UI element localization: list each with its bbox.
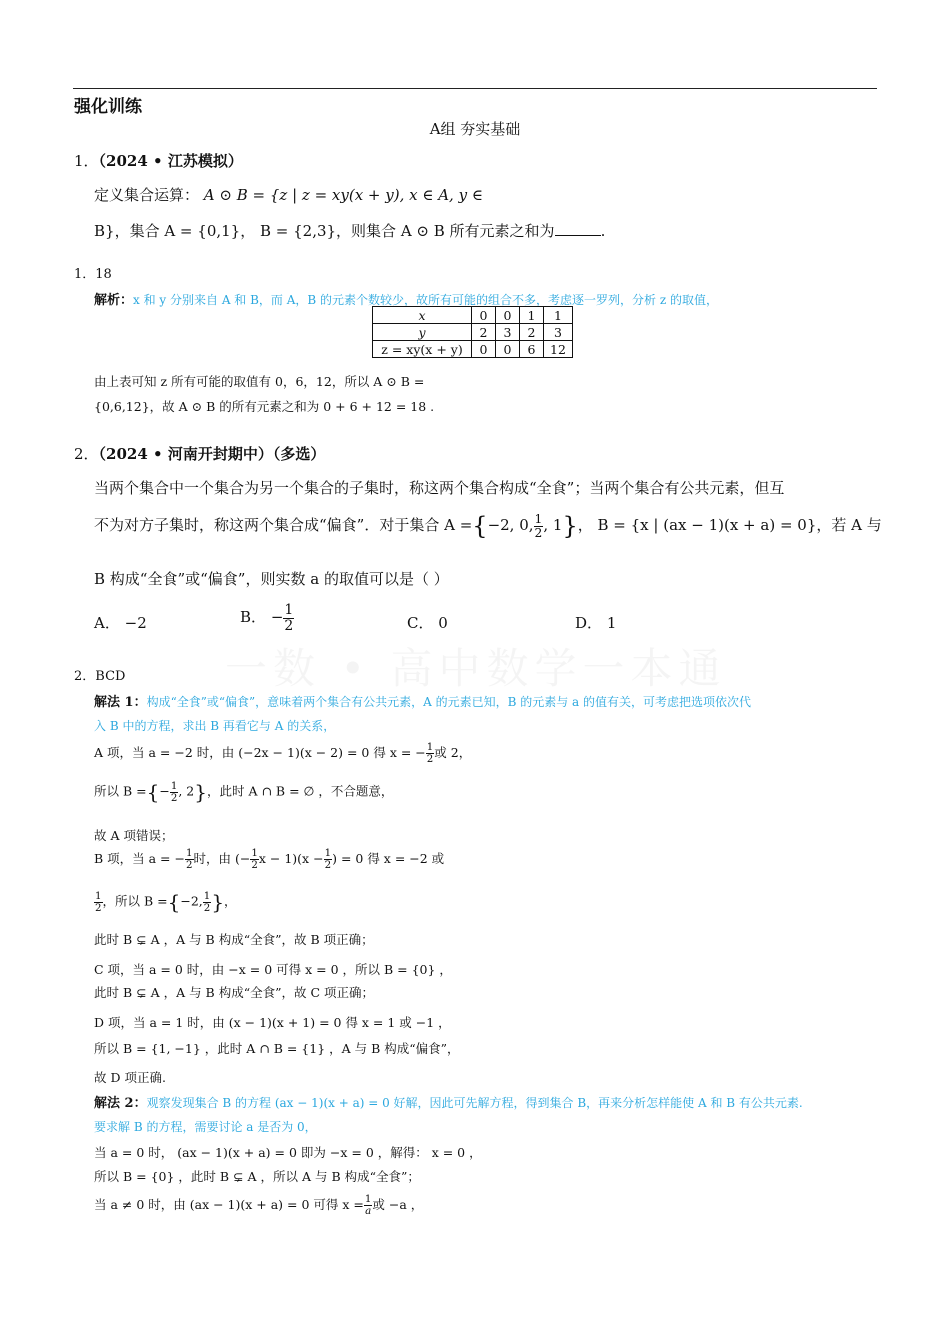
table-cell: 0 (496, 307, 520, 324)
table-cell: 1 (544, 307, 573, 324)
numerator: 1 (324, 847, 332, 859)
option-c-label: C． (407, 614, 434, 632)
a1-number: 1．18 (74, 267, 112, 282)
method1-hint-2: 入 B 中的方程，求出 B 再看它与 A 的关系， (94, 719, 336, 733)
numerator: 1 (203, 889, 211, 902)
option-b-label: B． (240, 608, 267, 627)
option-d (575, 612, 616, 633)
a2-case-e1: 当 a = 0 时， (ax − 1)(x + a) = 0 即为 −x = 0 ，解得： x = 0 ， (94, 1145, 482, 1160)
a2-case-b1 (94, 848, 444, 871)
a2-method2 (94, 1092, 803, 1111)
numerator: 1 (185, 847, 193, 859)
a1-line1: 由上表可知 z 所有可能的取值有 0，6，12，所以 A ⊙ B = (94, 374, 425, 389)
q2-header (74, 443, 325, 464)
left-brace: { (472, 512, 488, 540)
case-a-text: A 项，当 a = −2 时，由 (−2x − 1)(x − 2) = 0 得 x = − (94, 744, 426, 760)
q1-line2-end: . (600, 222, 606, 240)
a2-case-b3: 此时 B ⊊ A ，A 与 B 构成“全食”，故 B 项正确； (94, 932, 374, 947)
case-e-text-end: 或 −a ， (372, 1196, 424, 1212)
q2-number: 2． (74, 445, 99, 463)
option-d-label: D． (575, 614, 603, 632)
a2-case-c2: 此时 B ⊊ A ，A 与 B 构成“全食”，故 C 项正确； (94, 985, 375, 1000)
q1-source: （2024 • 江苏模拟） (98, 152, 243, 170)
q2-line3: B 构成“全食”或“偏食”，则实数 a 的取值可以是（ ） (94, 570, 449, 588)
table-cell: 12 (544, 341, 573, 358)
method2-label: 解法 2： (94, 1096, 147, 1111)
set-b-elements-end: , 2 (178, 783, 195, 799)
option-b (240, 603, 294, 633)
a2-case-b2 (94, 890, 237, 914)
table-cell: 0 (496, 341, 520, 358)
set-b-elements: −2, (180, 893, 203, 909)
method2-hint: 观察发现集合 B 的方程 (ax − 1)(x + a) = 0 好解，因此可先解方程，得到集合 B，再来分析怎样能使 A 和 B 有公共元素. (146, 1096, 803, 1110)
a2-case-d2: 所以 B = {1, −1} ，此时 A ∩ B = {1} ，A 与 B 构成“偏食”， (94, 1041, 460, 1056)
method1-hint: 构成“全食”或“偏食”，意味着两个集合有公共元素，A 的元素已知，B 的元素与 a 的值有关，可考虑把选项依次代 (146, 695, 752, 709)
option-c-value: 0 (438, 614, 448, 632)
numerator: 1 (426, 741, 434, 753)
denominator: a (365, 1204, 372, 1217)
case-b-set-end: ， (224, 893, 237, 909)
table-head: z = xy(x + y) (373, 341, 472, 358)
watermark (225, 636, 726, 696)
table-cell: 0 (472, 341, 496, 358)
table-cell: 1 (520, 307, 544, 324)
answer-blank (555, 221, 601, 236)
set-b-elements: − (159, 783, 170, 799)
denominator: 2 (324, 858, 332, 871)
option-a-label: A． (94, 614, 120, 632)
a2-case-d1: D 项，当 a = 1 时，由 (x − 1)(x + 1) = 0 得 x = 1 或 −1 ， (94, 1015, 451, 1030)
left-brace: { (146, 780, 160, 804)
table-row (373, 324, 573, 341)
numerator: 1 (170, 779, 178, 792)
denominator: 2 (284, 617, 294, 634)
table-row (373, 341, 573, 358)
q1-number: 1． (74, 152, 99, 170)
denominator: 2 (95, 901, 102, 914)
a1-hint: x 和 y 分别来自 A 和 B，而 A，B 的元素个数较少，故所有可能的组合不多，考虑逐一罗列，分析 z 的取值， (133, 293, 719, 307)
a2-case-e3 (94, 1194, 423, 1217)
table-cell: 6 (520, 341, 544, 358)
a2-case-a3: 故 A 项错误； (94, 828, 174, 843)
case-b-text-3: x − 1)(x − (258, 850, 324, 866)
case-e-text: 当 a ≠ 0 时，由 (ax − 1)(x + a) = 0 可得 x = (94, 1196, 364, 1212)
q1-line1-text: 定义集合运算： (94, 186, 200, 204)
denominator: 2 (534, 525, 543, 540)
table-cell: 2 (472, 324, 496, 341)
denominator: 2 (185, 858, 193, 871)
fraction-half (283, 603, 294, 633)
case-b-text-4: ) = 0 得 x = −2 或 (332, 850, 445, 866)
numerator: 1 (95, 889, 102, 902)
header-rule (73, 88, 877, 89)
fraction-half (534, 513, 544, 540)
set-a-elements-end: , 1 (543, 516, 563, 534)
a2-case-c1: C 项，当 a = 0 时，由 −x = 0 可得 x = 0 ，所以 B = {0} ， (94, 962, 452, 977)
table-cell: 2 (520, 324, 544, 341)
numerator: 1 (364, 1193, 372, 1205)
method1-label: 解法 1： (94, 695, 147, 710)
value-table (372, 306, 573, 358)
table-head: x (373, 307, 472, 324)
right-brace: } (194, 780, 207, 804)
method2-hint-2: 要求解 B 的方程，需要讨论 a 是否为 0， (94, 1120, 317, 1134)
q2-line2-text: 不为对方子集时，称这两个集合成“偏食”．对于集合 A = (94, 516, 473, 534)
case-a-conclusion: ，此时 A ∩ B = ∅ ，不合题意， (207, 783, 394, 799)
table-cell: 3 (496, 324, 520, 341)
option-a (94, 612, 147, 633)
fraction-half (94, 891, 103, 914)
case-b-set-text: ，所以 B = (102, 893, 168, 909)
denominator: 2 (251, 858, 258, 871)
group-heading: A组 夯实基础 (429, 120, 521, 138)
numerator: 1 (534, 511, 543, 526)
a2-method1 (94, 691, 751, 710)
case-b-text: B 项，当 a = − (94, 850, 185, 866)
denominator: 2 (426, 752, 434, 765)
case-a-text-end: 或 2， (434, 744, 472, 760)
fraction-half (250, 848, 259, 871)
denominator: 2 (203, 901, 211, 914)
table-head: y (373, 324, 472, 341)
option-b-value: − (270, 608, 284, 627)
right-brace: } (211, 890, 225, 914)
table-cell: 0 (472, 307, 496, 324)
q1-header (74, 150, 243, 171)
a2-case-d3: 故 D 项正确. (94, 1070, 166, 1085)
a2-case-a1 (94, 742, 471, 765)
option-c (407, 612, 448, 633)
q2-line2 (94, 512, 882, 540)
case-b-text-2: 时，由 (− (193, 850, 251, 866)
fraction-half (185, 848, 194, 871)
option-a-value: −2 (124, 614, 147, 632)
fraction-half (324, 848, 333, 871)
section-title: 强化训练 (74, 97, 142, 117)
a2-number: 2．BCD (74, 669, 126, 684)
a2-case-a2 (94, 780, 393, 804)
a1-label: 解析： (94, 293, 134, 308)
q1-line1-math: A ⊙ B = {z | z = xy(x + y), x ∈ A, y ∈ (203, 186, 483, 204)
q2-line2-rest: ， B = {x | (ax − 1)(x + a) = 0}，若 A 与 (577, 516, 882, 534)
q1-line1 (94, 184, 483, 205)
table-cell: 3 (544, 324, 573, 341)
a2-case-e2: 所以 B = {0} ，此时 B ⊊ A ，所以 A 与 B 构成“全食”； (94, 1169, 420, 1184)
right-brace: } (562, 512, 578, 540)
q1-line2-text: B}，集合 A = {0,1}， B = {2,3}，则集合 A ⊙ B 所有元素之和为 (94, 222, 555, 240)
denominator: 2 (170, 791, 178, 804)
table-row (373, 307, 573, 324)
left-brace: { (167, 890, 181, 914)
q2-source: （2024 • 河南开封期中）（多选） (98, 445, 326, 463)
a1-line2: {0,6,12}，故 A ⊙ B 的所有元素之和为 0 + 6 + 12 = 18 . (94, 399, 435, 414)
numerator: 1 (284, 602, 294, 618)
q2-line1: 当两个集合中一个集合为另一个集合的子集时，称这两个集合构成“全食”；当两个集合有公共元素，但互 (94, 479, 785, 497)
option-d-value: 1 (606, 614, 617, 632)
q1-line2 (94, 220, 605, 241)
case-a-set-text: 所以 B = (94, 783, 147, 799)
numerator: 1 (251, 847, 258, 859)
set-a-elements: −2, 0, (487, 516, 534, 534)
